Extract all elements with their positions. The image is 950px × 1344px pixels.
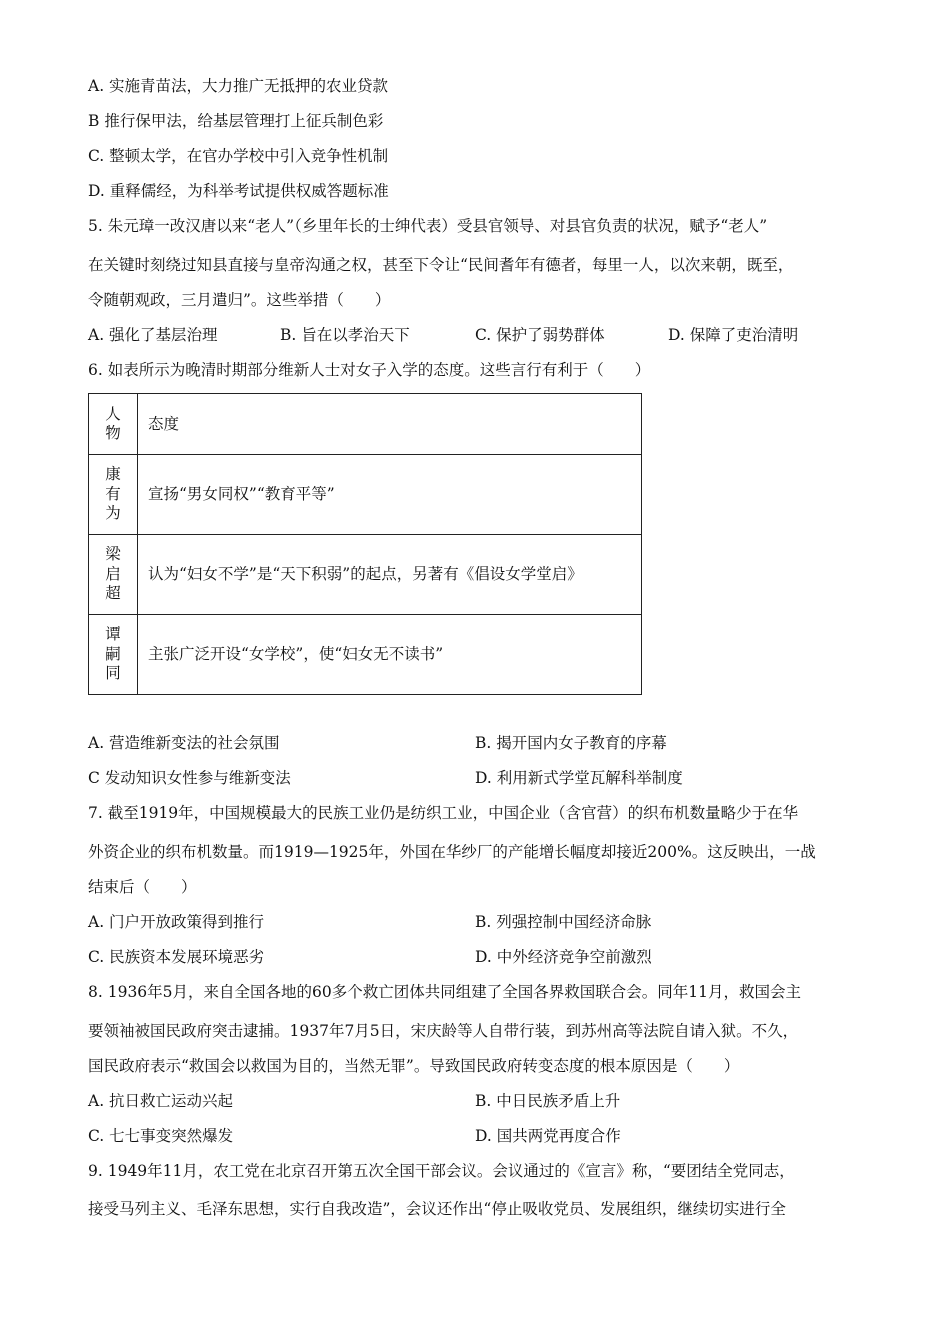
q5-option-d: D. 保障了吏治清明: [668, 326, 799, 344]
attitude-table: [88, 393, 642, 695]
q5-option-c: C. 保护了弱势群体: [475, 326, 605, 344]
q6-stem: 6. 如表所示为晚清时期部分维新人士对女子入学的态度。这些言行有利于（ ）: [88, 361, 651, 379]
person-name: 梁启超: [105, 545, 121, 603]
q9-stem-line-2: 接受马列主义、毛泽东思想，实行自我改造”，会议还作出“停止吸收党员、发展组织，继续切实进行全: [88, 1200, 786, 1218]
q7-option-a: A. 门户开放政策得到推行: [88, 913, 265, 931]
q8-stem-line-2: 要领袖被国民政府突击逮捕。1937年7月5日，宋庆龄等人自带行装，到苏州高等法院自请入狱。不久，: [88, 1022, 799, 1040]
attitude-text: 宣扬“男女同权”“教育平等”: [148, 485, 335, 503]
q8-stem-line-3: 国民政府表示“救国会以救国为目的，当然无罪”。导致国民政府转变态度的根本原因是（ ）: [88, 1057, 740, 1075]
q8-option-d: D. 国共两党再度合作: [475, 1127, 621, 1145]
q7-option-d: D. 中外经济竞争空前激烈: [475, 948, 652, 966]
q8-option-c: C. 七七事变突然爆发: [88, 1127, 234, 1145]
q4-option-a: A. 实施青苗法，大力推广无抵押的农业贷款: [88, 77, 389, 95]
q5-option-a: A. 强化了基层治理: [88, 326, 218, 344]
q8-option-b: B. 中日民族矛盾上升: [475, 1092, 621, 1110]
header-person-cell: [89, 394, 138, 455]
attitude-cell: [138, 535, 642, 615]
q5-stem-line-2: 在关键时刻绕过知县直接与皇帝沟通之权，甚至下令让“民间耆年有德者，每里一人，以次来朝，既至，: [88, 256, 794, 274]
q5-option-b: B. 旨在以孝治天下: [280, 326, 410, 344]
q6-option-b: B. 揭开国内女子教育的序幕: [475, 734, 667, 752]
table-row: [89, 615, 642, 695]
q5-stem-line-3: 令随朝观政，三月遣归”。这些举措（ ）: [88, 291, 391, 309]
header-attitude-cell: [138, 394, 642, 455]
table-row: [89, 455, 642, 535]
person-name: 谭嗣同: [105, 625, 121, 683]
header-person: 人物: [105, 404, 121, 442]
q7-option-c: C. 民族资本发展环境恶劣: [88, 948, 265, 966]
q4-option-b: B 推行保甲法，给基层管理打上征兵制色彩: [88, 112, 384, 130]
q4-option-d: D. 重释儒经，为科举考试提供权威答题标准: [88, 182, 389, 200]
q7-option-b: B. 列强控制中国经济命脉: [475, 913, 652, 931]
q6-option-c: C 发动知识女性参与维新变法: [88, 769, 291, 787]
attitude-cell: [138, 455, 642, 535]
person-cell: [89, 455, 138, 535]
person-name: 康有为: [105, 465, 121, 523]
header-attitude: 态度: [148, 414, 180, 433]
q6-option-d: D. 利用新式学堂瓦解科举制度: [475, 769, 683, 787]
table-row: [89, 535, 642, 615]
q7-stem-line-2: 外资企业的织布机数量。而1919—1925年，外国在华纱厂的产能增长幅度却接近200%。这反映出，一战: [88, 843, 816, 861]
q8-option-a: A. 抗日救亡运动兴起: [88, 1092, 234, 1110]
q8-stem-line-1: 8. 1936年5月，来自全国各地的60多个救亡团体共同组建了全国各界救国联合会。同年11月，救国会主: [88, 983, 801, 1001]
q5-stem-line-1: 5. 朱元璋一改汉唐以来“老人”（乡里年长的士绅代表）受县官领导、对县官负责的状况，赋予“老人”: [88, 217, 768, 235]
person-cell: [89, 615, 138, 695]
q9-stem-line-1: 9. 1949年11月，农工党在北京召开第五次全国干部会议。会议通过的《宣言》称，“要团结全党同志，: [88, 1162, 795, 1180]
person-cell: [89, 535, 138, 615]
attitude-cell: [138, 615, 642, 695]
table-header-row: [89, 394, 642, 455]
attitude-text: 主张广泛开设“女学校”，使“妇女无不读书”: [148, 645, 444, 663]
q4-option-c: C. 整顿太学，在官办学校中引入竞争性机制: [88, 147, 389, 165]
q7-stem-line-3: 结束后（ ）: [88, 878, 197, 896]
attitude-text: 认为“妇女不学”是“天下积弱”的起点，另著有《倡设女学堂启》: [148, 565, 583, 583]
q7-stem-line-1: 7. 截至1919年，中国规模最大的民族工业仍是纺织工业，中国企业（含官营）的织布机数量略少于在华: [88, 804, 799, 822]
q6-option-a: A. 营造维新变法的社会氛围: [88, 734, 280, 752]
